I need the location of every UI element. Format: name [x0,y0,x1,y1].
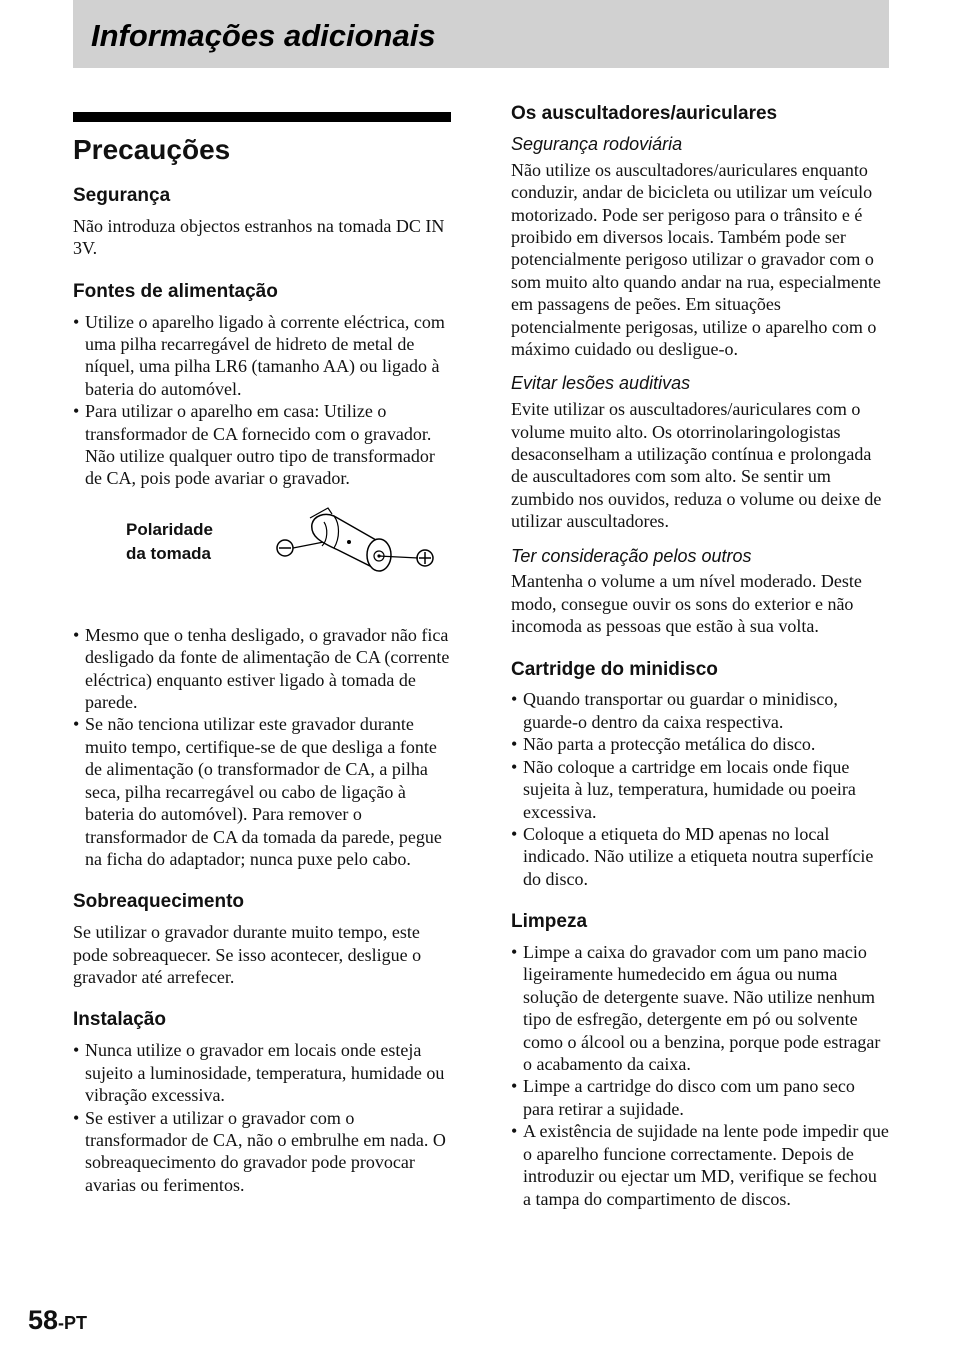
instalacao-heading: Instalação [73,1009,166,1031]
list-item: • Se não tenciona utilizar este gravador durante muito tempo, certifique-se de que desliga a fonte de alimentação (o transformador de CA, a pilha seca, pilha recarregável ou cabo de ligação à bateria do automóvel). Para remover o transformador de CA da tomada da parede, pegue na ficha do adaptador; nunca puxe pelo cabo. [73,713,451,870]
page-number-suffix: -PT [58,1313,88,1333]
seguranca-text: Não introduza objectos estranhos na tomada DC IN 3V. [73,215,445,259]
list-item: • Utilize o aparelho ligado à corrente eléctrica, com uma pilha recarregável de hidreto de metal de níquel, uma pilha LR6 (tamanho AA) ou ligado à bateria do automóvel. [73,311,451,401]
cartridge-heading: Cartridge do minidisco [511,658,718,680]
list-item: • Limpe a caixa do gravador com um pano macio ligeiramente humedecido em água ou numa solução de detergente suave. Não utilize nenhum tipo de esfregão, detergente em pó ou solvente como o álcool ou a benzina, porque pode estragar o acabamento da caixa. [511,941,889,1075]
auscultadores-section [511,104,889,638]
fontes-list-2 [73,624,451,870]
list-item: • Limpe a cartridge do disco com um pano seco para retirar a sujidade. [511,1075,889,1120]
cartridge-list [511,688,889,890]
seguranca-rodoviaria-subheading: Segurança rodoviária [511,133,683,154]
limpeza-section [511,912,889,1210]
polarity-figure [73,506,451,606]
lesoes-auditivas-subheading: Evitar lesões auditivas [511,373,691,394]
polarity-label-line1: Polaridade [126,519,213,539]
right-column [511,104,889,1232]
seguranca-heading: Segurança [73,185,171,206]
limpeza-list [511,941,889,1210]
list-item: • Para utilizar o aparelho em casa: Utilize o transformador de CA fornecido com o gravador. Não utilize qualquer outro tipo de transformador de CA, pois pode avariar o gravador. [73,400,451,490]
seguranca-rodoviaria-text: Não utilize os auscultadores/auriculares enquanto conduzir, andar de bicicleta ou utilizar um veículo motorizado. Pode ser perigoso para o trânsito e é proibido em diversos locais. Também pode ser potencialmente perigoso utilizar o gravador com o som muito alto quando andar na rua, especialmente em passagens de peões. Em situações potencialmente perigosas, utilize o aparelho com o máximo cuidado ou desligue-o. [511,159,881,359]
auscultadores-heading: Os auscultadores/auriculares [511,103,778,124]
page-number [28,1307,87,1334]
lesoes-auditivas-text: Evite utilizar os auscultadores/auriculares com o volume muito alto. Os otorrinolaringologistas desaconselham a utilização contínua e prolongada de auscultadores com som alto. Se sentir um zumbido nos ouvidos, reduza o volume ou deixe de utilizar auscultadores. [511,399,882,532]
instalacao-list [73,1039,451,1196]
section-rule [73,112,451,122]
header-banner [73,0,889,68]
list-item: • Não coloque a cartridge em locais onde fique sujeita à luz, temperatura, humidade ou poeira excessiva. [511,756,889,823]
list-item: • A existência de sujidade na lente pode impedir que o aparelho funcione correctamente. Depois de introduzir ou ejectar um MD, verifique se fechou a tampa do compartimento de discos. [511,1120,889,1210]
polarity-label-line2: da tomada [126,543,212,563]
instalacao-section [73,1010,451,1196]
list-item: • Nunca utilize o gravador em locais onde esteja sujeito a luminosidade, temperatura, humidade ou vibração excessiva. [73,1039,451,1106]
seguranca-section [73,186,451,260]
sobreaquecimento-section [73,892,451,988]
list-item: • Coloque a etiqueta do MD apenas no local indicado. Não utilize a etiqueta noutra superfície do disco. [511,823,889,890]
list-item: • Não parta a protecção metálica do disco. [511,733,889,755]
fontes-heading: Fontes de alimentação [73,280,278,302]
sobreaquecimento-heading: Sobreaquecimento [73,891,245,913]
left-column [73,100,451,1218]
page-title: Informações adicionais [91,18,436,53]
page-number-value: 58 [28,1305,59,1335]
plug-polarity-icon [268,506,438,586]
list-item: • Mesmo que o tenha desligado, o gravador não fica desligado da fonte de alimentação de CA (corrente eléctrica) enquanto estiver ligado à tomada de parede. [73,624,451,714]
list-item: • Quando transportar ou guardar o minidisco, guarde-o dentro da caixa respectiva. [511,688,889,733]
fontes-section [73,282,451,871]
cartridge-section [511,660,889,891]
consideracao-subheading: Ter consideração pelos outros [511,545,752,566]
polarity-label [126,518,246,566]
fontes-list [73,311,451,490]
consideracao-text: Mantenha o volume a um nível moderado. Deste modo, consegue ouvir os sons do exterior e não incomoda as pessoas que estão à sua volta. [511,571,862,637]
list-item: • Se estiver a utilizar o gravador com o transformador de CA, não o embrulhe em nada. O sobreaquecimento do gravador pode provocar avarias ou ferimentos. [73,1107,451,1197]
section-title: Precauções [73,134,231,165]
sobreaquecimento-text: Se utilizar o gravador durante muito tempo, este pode sobreaquecer. Se isso acontecer, desligue o gravador até arrefecer. [73,922,422,988]
limpeza-heading: Limpeza [511,911,588,933]
